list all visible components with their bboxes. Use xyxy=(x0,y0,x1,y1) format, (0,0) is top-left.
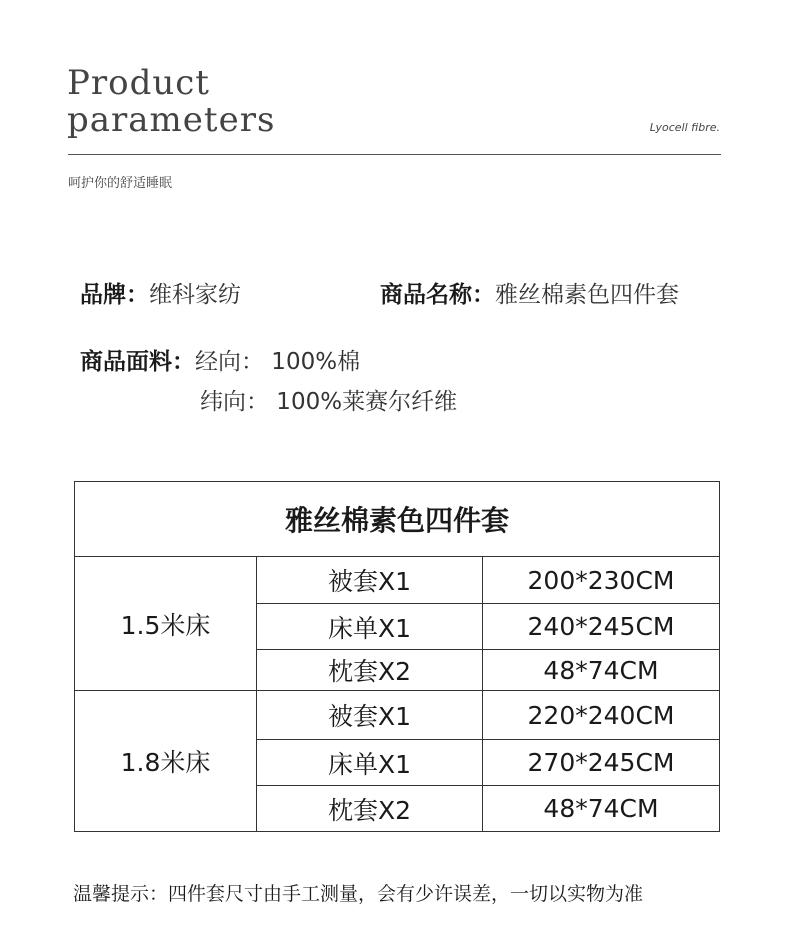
item-size-cell: 220*240CM xyxy=(483,691,720,740)
brand-param xyxy=(80,284,241,307)
item-name-cell: 被套X1 xyxy=(257,557,483,604)
heading-product: Product xyxy=(67,63,210,103)
fabric-separator: ： xyxy=(172,349,195,375)
fabric-warp: 经向： 100%棉 xyxy=(195,349,361,375)
table-row xyxy=(75,691,720,740)
divider xyxy=(68,154,721,155)
bed-size-cell: 1.8米床 xyxy=(75,691,257,832)
tagline: Lyocell fibre. xyxy=(649,121,720,134)
item-size-cell: 200*230CM xyxy=(483,557,720,604)
item-size-cell: 240*245CM xyxy=(483,604,720,650)
table-row xyxy=(75,557,720,604)
size-table xyxy=(74,481,720,832)
item-size-cell: 270*245CM xyxy=(483,740,720,786)
brand-value: 维科家纺 xyxy=(149,282,241,308)
item-name-cell: 床单X1 xyxy=(257,740,483,786)
measurement-note: 温馨提示：四件套尺寸由手工测量，会有少许误差，一切以实物为准 xyxy=(73,883,644,905)
subtitle: 呵护你的舒适睡眠 xyxy=(68,176,173,191)
item-size-cell: 48*74CM xyxy=(483,786,720,832)
table-title: 雅丝棉素色四件套 xyxy=(75,482,720,557)
product-name-label: 商品名称 xyxy=(380,282,472,308)
product-name-value: 雅丝棉素色四件套 xyxy=(495,282,679,308)
heading-parameters: parameters xyxy=(67,100,276,140)
fabric-weft xyxy=(200,391,457,414)
item-name-cell: 被套X1 xyxy=(257,691,483,740)
item-name-cell: 枕套X2 xyxy=(257,650,483,691)
item-name-cell: 床单X1 xyxy=(257,604,483,650)
item-size-cell: 48*74CM xyxy=(483,650,720,691)
product-name-separator: ： xyxy=(472,282,495,308)
brand-separator: ： xyxy=(126,282,149,308)
fabric-param xyxy=(80,351,360,374)
item-name-cell: 枕套X2 xyxy=(257,786,483,832)
fabric-weft-value: 纬向： 100%莱赛尔纤维 xyxy=(200,389,458,415)
product-name-param xyxy=(380,284,679,307)
bed-size-cell: 1.5米床 xyxy=(75,557,257,691)
brand-label: 品牌 xyxy=(80,282,126,308)
fabric-label: 商品面料 xyxy=(80,349,172,375)
